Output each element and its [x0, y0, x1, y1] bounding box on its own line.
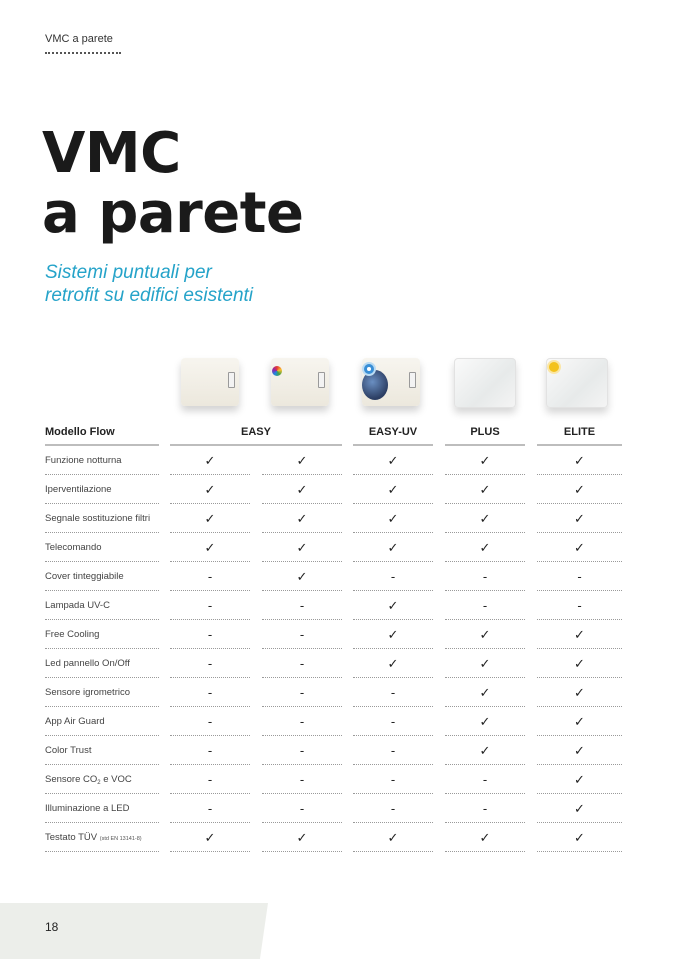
dash-marker: - [207, 598, 213, 613]
checkmark-icon: ✓ [204, 453, 216, 468]
table-row [0, 736, 678, 765]
feature-label-text: App Air Guard [45, 716, 105, 727]
checkmark-icon: ✓ [479, 453, 491, 468]
checkmark-icon: ✓ [574, 714, 585, 729]
page-title-line-1: VMC [42, 121, 181, 186]
checkmark-icon: ✓ [387, 598, 399, 613]
checkmark-icon: ✓ [296, 482, 308, 497]
feature-label-note: (std EN 13141-8) [99, 836, 142, 842]
dash-marker: - [207, 685, 213, 700]
checkmark-icon: ✓ [574, 453, 585, 468]
page-subtitle-line-1: Sistemi puntuali per [45, 262, 212, 283]
feature-label [45, 658, 159, 669]
dash-marker: - [482, 801, 488, 816]
table-row [0, 765, 678, 794]
dash-marker: - [299, 801, 305, 816]
dash-marker: - [390, 772, 396, 787]
table-row [0, 562, 678, 591]
feature-label [45, 687, 159, 698]
feature-column-header: Modello Flow [45, 418, 159, 446]
checkmark-icon: ✓ [387, 482, 399, 497]
dash-marker: - [299, 714, 305, 729]
uv-lamp-disc [362, 370, 388, 400]
checkmark-icon: ✓ [296, 453, 308, 468]
dash-marker: - [482, 772, 488, 787]
checkmark-icon: ✓ [479, 482, 491, 497]
checkmark-icon: ✓ [204, 540, 216, 555]
checkmark-icon: ✓ [479, 511, 491, 526]
dash-marker: - [577, 598, 582, 613]
page-subtitle-line-2: retrofit su edifici esistenti [45, 285, 254, 306]
checkmark-icon: ✓ [479, 627, 491, 642]
feature-label [45, 716, 159, 727]
feature-label [45, 774, 159, 786]
checkmark-icon: ✓ [479, 714, 491, 729]
dash-marker: - [207, 627, 213, 642]
feature-label-text: Lampada UV-C [45, 600, 110, 611]
checkmark-icon: ✓ [296, 569, 308, 584]
dash-marker: - [390, 743, 396, 758]
checkmark-icon: ✓ [574, 540, 585, 555]
checkmark-icon: ✓ [296, 830, 308, 845]
row-divider [353, 851, 433, 852]
feature-label-text: Color Trust [45, 745, 92, 756]
table-row [0, 823, 678, 852]
checkmark-icon: ✓ [479, 540, 491, 555]
feature-label-text: Sensore CO [45, 774, 98, 785]
table-row [0, 475, 678, 504]
checkmark-icon: ✓ [574, 830, 585, 845]
product-image-plus [454, 358, 516, 408]
row-divider [445, 851, 525, 852]
dash-marker: - [299, 743, 305, 758]
checkmark-icon: ✓ [387, 511, 399, 526]
product-image-elite [546, 358, 608, 408]
side-tab-detail [409, 372, 416, 388]
row-divider [170, 851, 250, 852]
checkmark-icon: ✓ [296, 511, 308, 526]
dash-marker: - [482, 598, 488, 613]
side-tab-detail [318, 372, 325, 388]
table-row [0, 794, 678, 823]
checkmark-icon: ✓ [296, 540, 308, 555]
dash-marker: - [299, 772, 305, 787]
sun-icon [549, 362, 559, 372]
table-row [0, 678, 678, 707]
row-divider [45, 851, 159, 852]
product-image-easy-uv [362, 358, 420, 406]
checkmark-icon: ✓ [387, 830, 399, 845]
feature-label [45, 542, 159, 553]
dash-marker: - [207, 714, 213, 729]
dash-marker: - [390, 801, 396, 816]
checkmark-icon: ✓ [387, 540, 399, 555]
table-row [0, 620, 678, 649]
checkmark-icon: ✓ [574, 482, 585, 497]
checkmark-icon: ✓ [574, 772, 585, 787]
checkmark-icon: ✓ [574, 511, 585, 526]
checkmark-icon: ✓ [204, 511, 216, 526]
feature-label-text: Telecomando [45, 542, 102, 553]
column-header-easy-uv: EASY-UV [353, 418, 433, 446]
checkmark-icon: ✓ [387, 453, 399, 468]
feature-label [45, 513, 159, 524]
footer-band [0, 903, 268, 959]
checkmark-icon: ✓ [574, 801, 585, 816]
table-row [0, 591, 678, 620]
checkmark-icon: ✓ [204, 482, 216, 497]
comparison-table-header [0, 418, 678, 448]
feature-label-text: Iperventilazione [45, 484, 112, 495]
checkmark-icon: ✓ [387, 656, 399, 671]
feature-label [45, 745, 159, 756]
table-row [0, 446, 678, 475]
row-divider [262, 851, 342, 852]
checkmark-icon: ✓ [574, 627, 585, 642]
uv-icon [364, 364, 374, 374]
header-dotted-rule [45, 52, 121, 54]
product-image-easy [181, 358, 239, 406]
dash-marker: - [299, 656, 305, 671]
feature-label [45, 600, 159, 611]
dash-marker: - [207, 772, 213, 787]
feature-label-text: Led pannello On/Off [45, 658, 130, 669]
feature-label-text: Testato TÜV [45, 832, 100, 843]
feature-label [45, 571, 159, 582]
feature-label [45, 484, 159, 495]
feature-label-text: Free Cooling [45, 629, 100, 640]
table-row [0, 707, 678, 736]
feature-label-text: Funzione notturna [45, 455, 122, 466]
table-row [0, 649, 678, 678]
checkmark-icon: ✓ [387, 627, 399, 642]
dash-marker: - [577, 569, 582, 584]
page-title [42, 121, 304, 246]
page-title-line-2: a parete [42, 181, 304, 246]
column-header-easy: EASY [170, 418, 342, 446]
checkmark-icon: ✓ [479, 830, 491, 845]
table-row [0, 533, 678, 562]
checkmark-icon: ✓ [479, 743, 491, 758]
checkmark-icon: ✓ [574, 743, 585, 758]
dash-marker: - [390, 714, 396, 729]
dash-marker: - [207, 656, 213, 671]
feature-label-suffix: e VOC [100, 774, 132, 785]
dash-marker: - [299, 685, 305, 700]
feature-label-text: Cover tinteggiabile [45, 571, 124, 582]
column-header-elite: ELITE [537, 418, 622, 446]
checkmark-icon: ✓ [204, 830, 216, 845]
side-tab-detail [228, 372, 235, 388]
feature-label-subscript: 2 [97, 780, 101, 786]
dash-marker: - [390, 685, 396, 700]
feature-label [45, 832, 159, 843]
dash-marker: - [207, 743, 213, 758]
page-subtitle [45, 261, 253, 307]
checkmark-icon: ✓ [574, 685, 585, 700]
feature-label [45, 803, 159, 814]
running-header: VMC a parete [45, 33, 113, 45]
row-divider [537, 851, 622, 852]
checkmark-icon: ✓ [479, 685, 491, 700]
table-row [0, 504, 678, 533]
dash-marker: - [207, 801, 213, 816]
feature-label-text: Sensore igrometrico [45, 687, 131, 698]
dash-marker: - [390, 569, 396, 584]
checkmark-icon: ✓ [574, 656, 585, 671]
dash-marker: - [482, 569, 488, 584]
feature-label [45, 629, 159, 640]
feature-label-text: Illuminazione a LED [45, 803, 130, 814]
checkmark-icon: ✓ [479, 656, 491, 671]
feature-label [45, 455, 159, 466]
color-wheel-icon [272, 366, 282, 376]
product-image-easy-colored-cover [271, 358, 329, 406]
dash-marker: - [207, 569, 213, 584]
dash-marker: - [299, 598, 305, 613]
page-number: 18 [45, 920, 59, 934]
feature-label-text: Segnale sostituzione filtri [45, 513, 151, 524]
dash-marker: - [299, 627, 305, 642]
column-header-plus: PLUS [445, 418, 525, 446]
